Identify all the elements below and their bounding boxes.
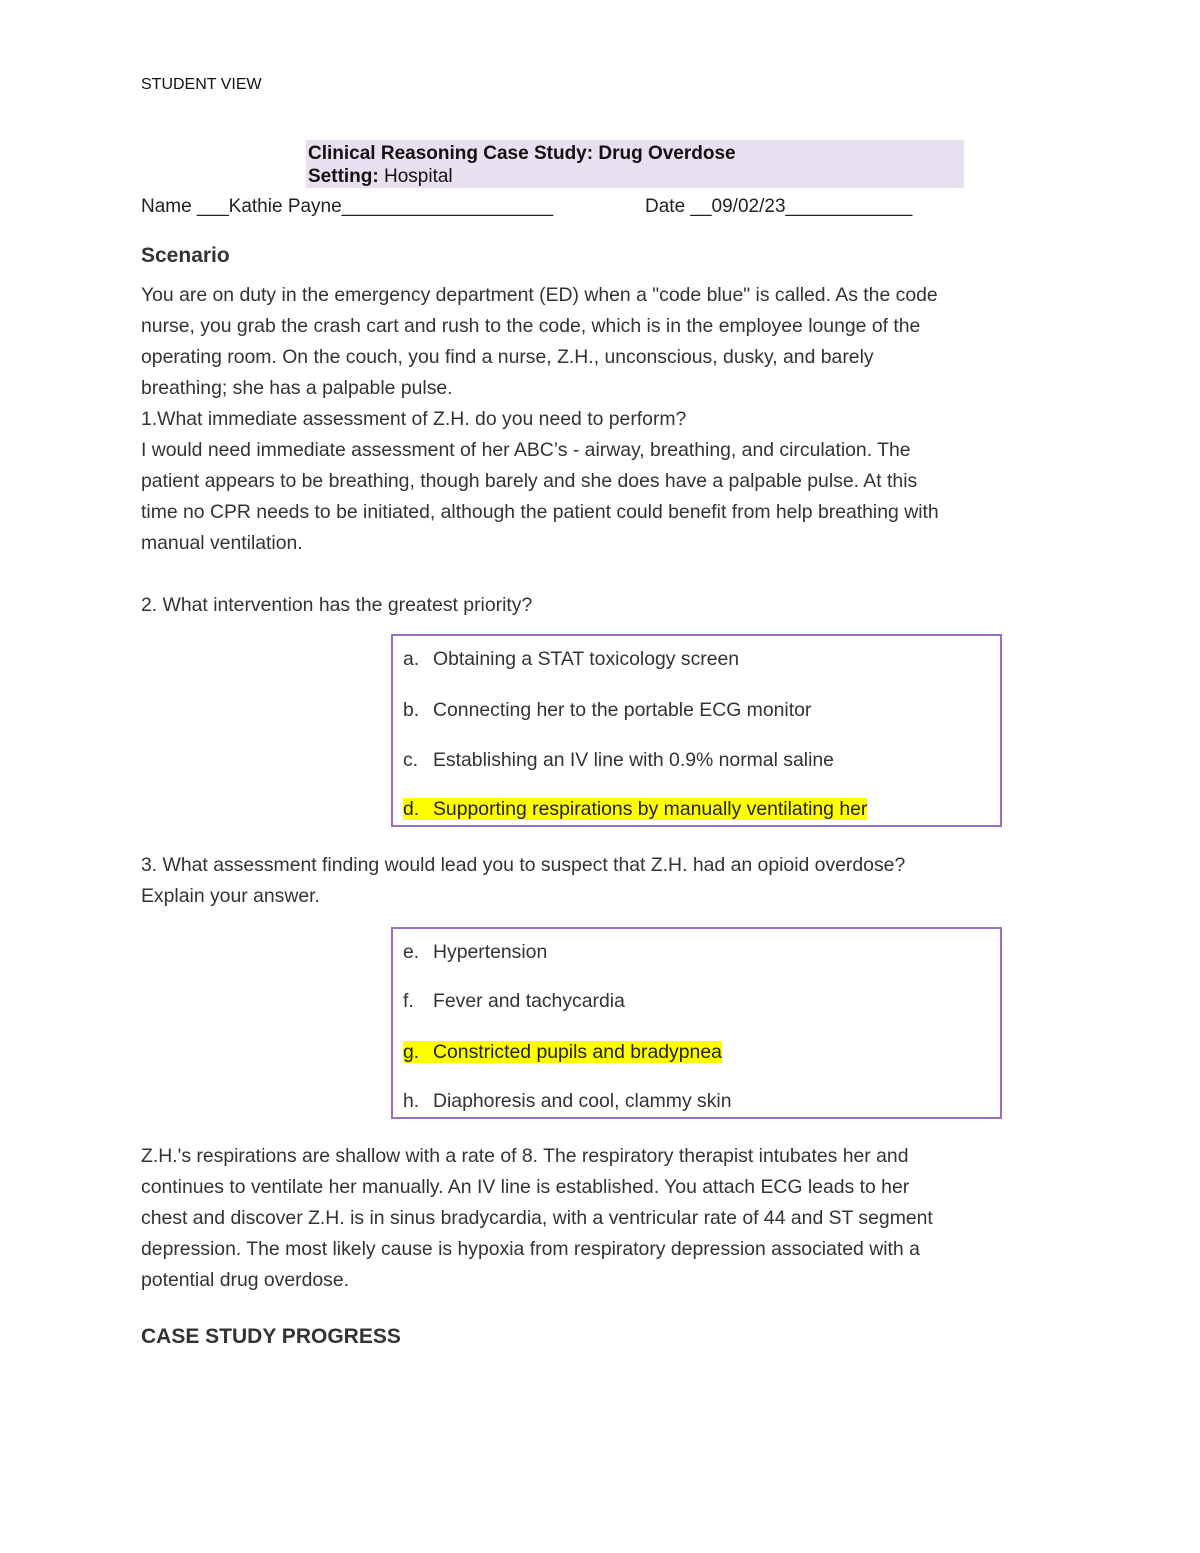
question-1: 1.What immediate assessment of Z.H. do you need to perform? [141, 408, 687, 430]
option-f[interactable] [403, 988, 625, 1014]
option-d-selected[interactable] [403, 796, 867, 822]
option-letter: e. [403, 941, 420, 963]
option-text: Connecting her to the portable ECG monitor [433, 699, 812, 721]
scenario-line: You are on duty in the emergency department (ED) when a "code blue" is called. As the code [141, 284, 938, 306]
setting-label: Setting: [308, 166, 379, 187]
followup-line: potential drug overdose. [141, 1269, 350, 1291]
option-letter: b. [403, 699, 420, 721]
question-3-line: 3. What assessment finding would lead you to suspect that Z.H. had an opioid overdose? [141, 854, 906, 876]
followup-line: Z.H.'s respirations are shallow with a rate of 8. The respiratory therapist intubates her and [141, 1145, 909, 1167]
question-2: 2. What intervention has the greatest priority? [141, 594, 533, 616]
option-text: Supporting respirations by manually ventilating her [433, 798, 868, 820]
option-text: Constricted pupils and bradypnea [433, 1041, 722, 1063]
date-field: Date __09/02/23____________ [645, 196, 913, 217]
question-2-options-box [391, 634, 1002, 827]
case-title: Clinical Reasoning Case Study: Drug Overdose [308, 143, 736, 164]
option-letter: g. [403, 1041, 420, 1063]
answer-1-line: time no CPR needs to be initiated, although the patient could benefit from help breathing with [141, 501, 939, 523]
option-g-selected[interactable] [403, 1039, 722, 1065]
option-letter: f. [403, 990, 414, 1012]
setting-line [308, 165, 962, 188]
answer-1-line: patient appears to be breathing, though barely and she does have a palpable pulse. At this [141, 470, 918, 492]
option-e[interactable] [403, 939, 547, 965]
selected-highlight [403, 798, 867, 820]
question-3 [141, 850, 1021, 912]
followup-line: chest and discover Z.H. is in sinus bradycardia, with a ventricular rate of 44 and ST segment [141, 1207, 933, 1229]
answer-1-line: I would need immediate assessment of her ABC’s - airway, breathing, and circulation. The [141, 439, 911, 461]
scenario-line: nurse, you grab the crash cart and rush to the code, which is in the employee lounge of the [141, 315, 921, 337]
option-text: Obtaining a STAT toxicology screen [433, 648, 740, 670]
option-h[interactable] [403, 1088, 732, 1114]
option-letter: c. [403, 749, 419, 771]
option-text: Establishing an IV line with 0.9% normal saline [433, 749, 834, 771]
title-box [306, 140, 964, 188]
scenario-text [141, 280, 1021, 559]
option-text: Fever and tachycardia [433, 990, 625, 1012]
option-c[interactable] [403, 747, 834, 773]
name-field: Name ___Kathie Payne____________________ [141, 196, 554, 217]
question-3-options-box [391, 927, 1002, 1119]
setting-value: Hospital [378, 166, 453, 187]
scenario-heading: Scenario [141, 244, 230, 267]
selected-highlight [403, 1041, 722, 1063]
followup-line: continues to ventilate her manually. An IV line is established. You attach ECG leads to her [141, 1176, 910, 1198]
scenario-line: operating room. On the couch, you find a nurse, Z.H., unconscious, dusky, and barely [141, 346, 874, 368]
scenario-line: breathing; she has a palpable pulse. [141, 377, 453, 399]
option-letter: a. [403, 648, 420, 670]
student-view-label: STUDENT VIEW [141, 76, 262, 93]
option-text: Diaphoresis and cool, clammy skin [433, 1090, 732, 1112]
option-text: Hypertension [433, 941, 548, 963]
answer-1-line: manual ventilation. [141, 532, 303, 554]
option-letter: h. [403, 1090, 420, 1112]
question-3-line: Explain your answer. [141, 885, 320, 907]
followup-line: depression. The most likely cause is hypoxia from respiratory depression associated with a [141, 1238, 920, 1260]
followup-text [141, 1141, 1021, 1296]
case-study-progress-heading: CASE STUDY PROGRESS [141, 1325, 401, 1348]
option-letter: d. [403, 798, 420, 820]
option-a[interactable] [403, 646, 739, 672]
option-b[interactable] [403, 697, 811, 723]
